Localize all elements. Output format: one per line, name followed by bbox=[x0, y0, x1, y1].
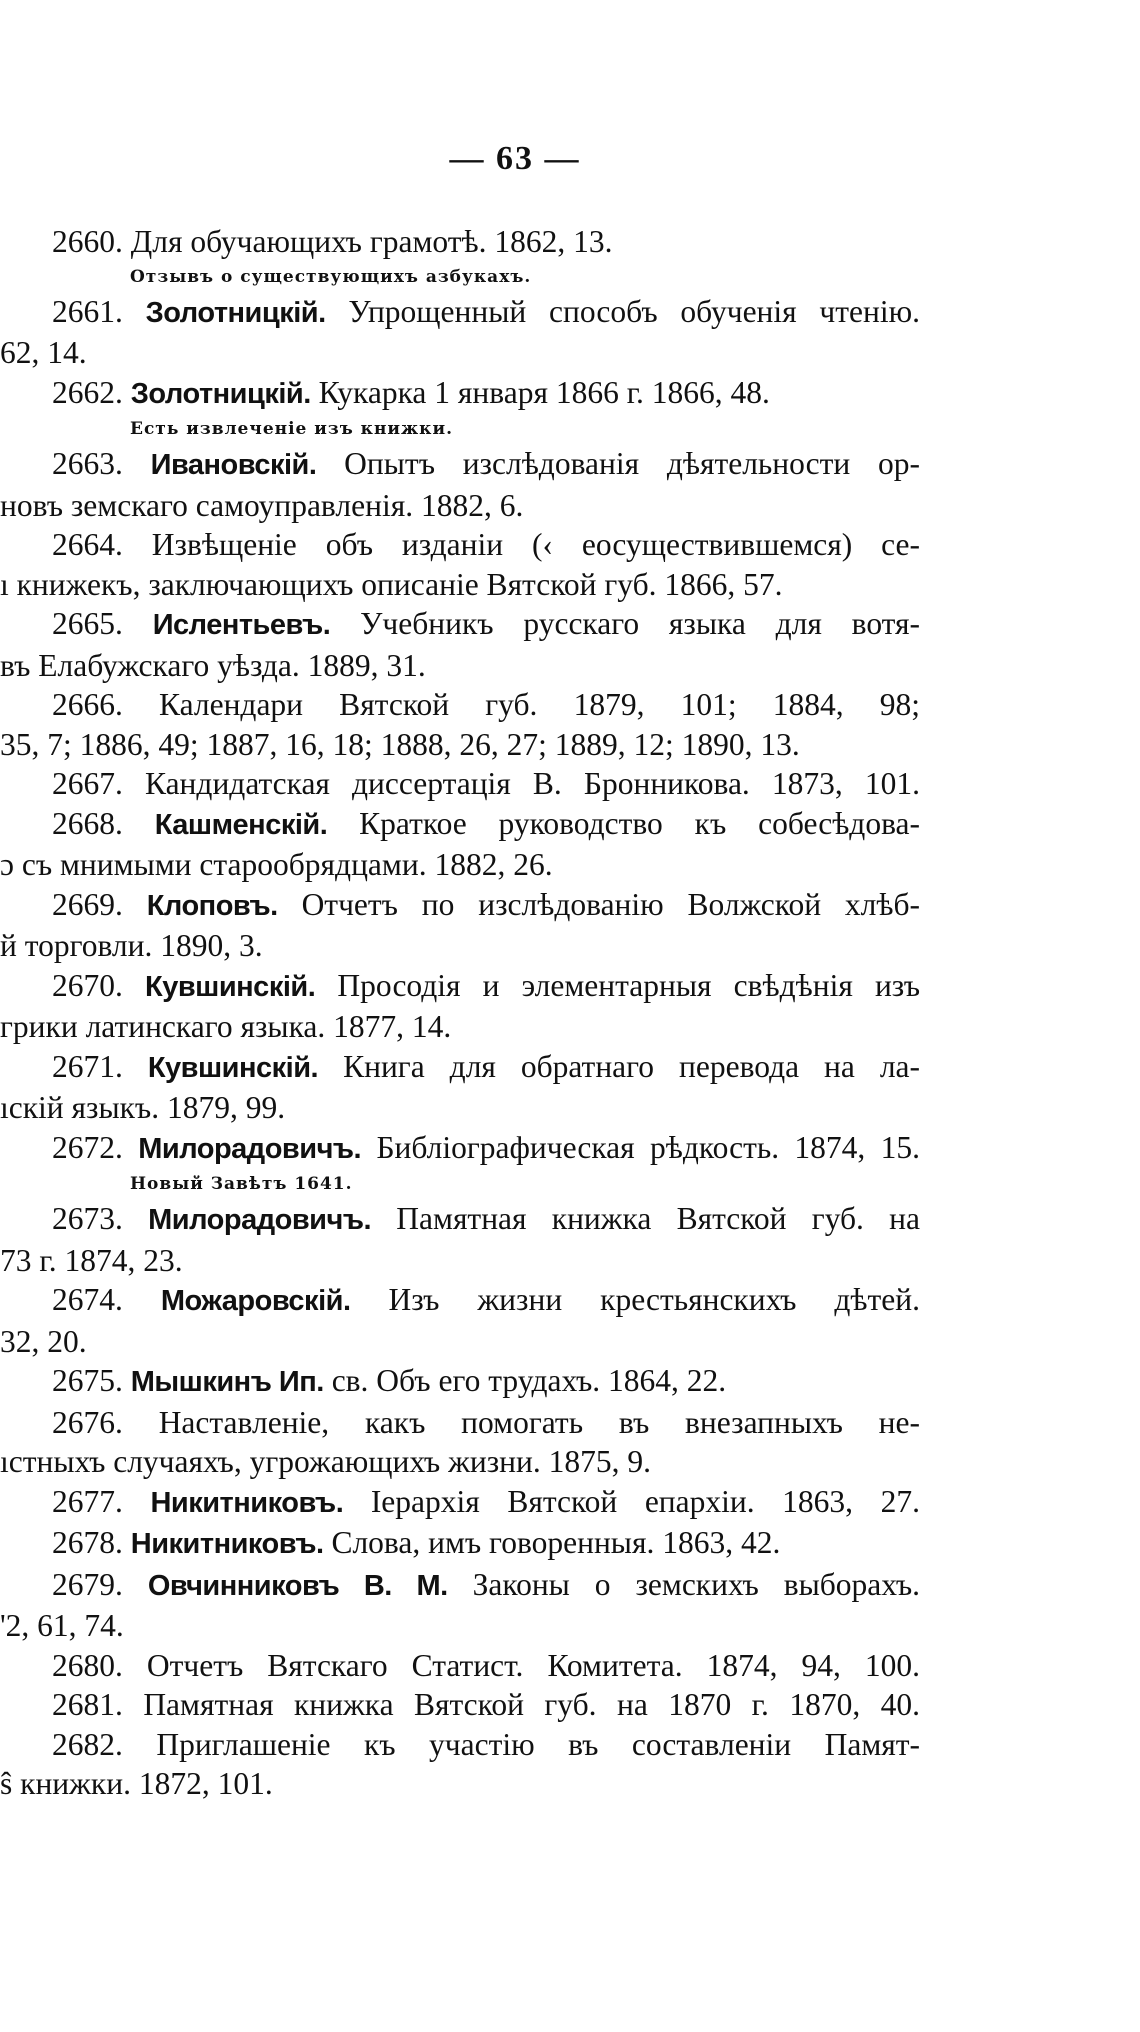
entry-2662 bbox=[0, 373, 920, 445]
entry-2664 bbox=[0, 525, 920, 604]
entry-number: 2670. bbox=[52, 967, 123, 1003]
entry-continuation: ŝ книжки. 1872, 101. bbox=[0, 1766, 273, 1801]
entry-continuation: новъ земскаго самоуправленія. 1882, 6. bbox=[0, 487, 524, 523]
entry-2675 bbox=[0, 1361, 920, 1403]
entry-text: Памятная книжка Вятской губ. на 1870 г. 1870, 40. bbox=[143, 1687, 920, 1722]
entry-continuation: 35, 7; 1886, 49; 1887, 16, 18; 1888, 26, 27; 1889, 12; 1890, 13. bbox=[0, 726, 800, 762]
entry-continuation: ı книжекъ, заключающихъ описаніе Вятской губ. 1866, 57. bbox=[0, 566, 783, 602]
entry-number: 2675. bbox=[52, 1363, 123, 1398]
entry-2674 bbox=[0, 1280, 920, 1361]
entry-author: Кувшинскій. bbox=[145, 970, 316, 1003]
entry-text: Библіографическая рѣдкость. 1874, 15. bbox=[376, 1129, 920, 1165]
entry-number: 2672. bbox=[52, 1129, 123, 1165]
entry-number: 2682. bbox=[52, 1726, 123, 1762]
entry-text: Памятная книжка Вятской губ. на bbox=[396, 1201, 920, 1236]
entry-2682 bbox=[0, 1725, 920, 1804]
entry-number: 2671. bbox=[52, 1048, 123, 1084]
entry-number: 2665. bbox=[52, 606, 123, 641]
entry-author: Милорадовичъ. bbox=[138, 1132, 362, 1165]
entry-text: Извѣщеніе объ изданіи (‹ eосуществившемся) се- bbox=[151, 527, 920, 562]
entry-2679 bbox=[0, 1565, 920, 1646]
page-number: — 63 — bbox=[449, 140, 581, 177]
entry-2670 bbox=[0, 966, 920, 1047]
entry-text: Календари Вятской губ. 1879, 101; 1884, 98; bbox=[159, 687, 920, 722]
entry-author: Мышкинъ Ип. bbox=[130, 1366, 324, 1398]
entry-text: Приглашеніе къ участію въ составленіи Памят- bbox=[156, 1726, 920, 1762]
entry-text: Для обучающихъ грамотѣ. 1862, 13. bbox=[130, 224, 613, 259]
entry-number: 2667. bbox=[52, 766, 123, 801]
entry-author: Клоповъ. bbox=[146, 889, 278, 922]
entry-2667 bbox=[0, 764, 920, 804]
entry-2671 bbox=[0, 1047, 920, 1128]
entry-number: 2678. bbox=[52, 1525, 123, 1560]
entry-continuation: ıскій языкъ. 1879, 99. bbox=[0, 1090, 286, 1125]
entry-author: Ивановскій. bbox=[150, 449, 317, 481]
entry-2668 bbox=[0, 804, 920, 885]
entry-number: 2676. bbox=[52, 1404, 123, 1440]
entry-author: Никитниковъ. bbox=[130, 1528, 324, 1560]
entry-continuation: '2, 61, 74. bbox=[0, 1608, 124, 1643]
entry-author: Милорадовичъ. bbox=[148, 1204, 372, 1236]
entry-2661 bbox=[0, 292, 920, 373]
entry-author: Никитниковъ. bbox=[150, 1486, 344, 1519]
entry-2660 bbox=[0, 222, 920, 292]
entry-2680 bbox=[0, 1646, 920, 1686]
bibliography-list bbox=[0, 222, 920, 1804]
entry-continuation: грики латинскаго языка. 1877, 14. bbox=[0, 1009, 452, 1044]
entry-2678 bbox=[0, 1523, 920, 1565]
entry-2669 bbox=[0, 885, 920, 966]
entry-text: Слова, имъ говоренныя. 1863, 42. bbox=[331, 1525, 781, 1560]
entry-text: Опытъ изслѣдованія дѣятельности ор- bbox=[344, 446, 920, 481]
entry-number: 2662. bbox=[52, 374, 123, 410]
entry-2672 bbox=[0, 1128, 920, 1200]
entry-author: Кувшинскій. bbox=[147, 1051, 319, 1084]
entry-text: Законы о земскихъ выборахъ. bbox=[472, 1566, 920, 1602]
entry-text: Учебникъ русскаго языка для вотя- bbox=[360, 606, 920, 641]
entry-2677 bbox=[0, 1482, 920, 1524]
entry-text: Іерархія Вятской епархіи. 1863, 27. bbox=[370, 1483, 920, 1519]
entry-number: 2677. bbox=[52, 1483, 123, 1519]
entry-number: 2673. bbox=[52, 1201, 123, 1236]
entry-note: Новый Завѣтъ 1641. bbox=[130, 1174, 353, 1194]
entry-continuation: 32, 20. bbox=[0, 1323, 87, 1359]
entry-text: Книга для обратнаго перевода на ла- bbox=[343, 1048, 920, 1084]
entry-text: Просодія и элементарныя свѣдѣнія изъ bbox=[337, 967, 920, 1003]
entry-author: Кашменскій. bbox=[154, 808, 328, 841]
entry-continuation: ıстныхъ случаяхъ, угрожающихъ жизни. 1875, 9. bbox=[0, 1444, 651, 1479]
entry-note: Отзывъ о существующихъ азбукахъ. bbox=[130, 266, 532, 287]
entry-number: 2663. bbox=[52, 446, 123, 481]
entry-2681 bbox=[0, 1685, 920, 1725]
entry-number: 2669. bbox=[52, 886, 123, 922]
entry-note: Есть извлеченіе изъ книжки. bbox=[130, 419, 453, 439]
entry-continuation: й торговли. 1890, 3. bbox=[0, 928, 263, 963]
entry-number: 2660. bbox=[52, 224, 123, 259]
entry-author: Золотницкій. bbox=[130, 377, 311, 410]
entry-author: Ислентьевъ. bbox=[152, 609, 331, 641]
entry-continuation: въ Елабужскаго уѣзда. 1889, 31. bbox=[0, 647, 426, 683]
entry-2676 bbox=[0, 1403, 920, 1482]
entry-number: 2666. bbox=[52, 687, 123, 722]
entry-number: 2668. bbox=[52, 805, 123, 841]
entry-text: Изъ жизни крестьянскихъ дѣтей. bbox=[388, 1282, 920, 1317]
entry-author: Золотницкій. bbox=[145, 296, 326, 329]
entry-continuation: ɔ съ мнимыми старообрядцами. 1882, 26. bbox=[0, 847, 553, 882]
entry-continuation: 73 г. 1874, 23. bbox=[0, 1242, 183, 1278]
entry-text: Упрощенный способъ обученія чтенію. bbox=[348, 293, 920, 329]
entry-2666 bbox=[0, 685, 920, 764]
entry-text: Краткое руководство къ собесѣдова- bbox=[359, 805, 920, 841]
entry-2673 bbox=[0, 1199, 920, 1280]
entry-author: Овчинниковъ В. М. bbox=[147, 1569, 448, 1602]
entry-continuation: 62, 14. bbox=[0, 335, 87, 370]
entry-number: 2681. bbox=[52, 1687, 123, 1722]
entry-text: Отчетъ по изслѣдованію Волжской хлѣб- bbox=[301, 886, 920, 922]
entry-number: 2679. bbox=[52, 1566, 123, 1602]
entry-text: Кандидатская диссертація В. Бронникова. 1873, 101. bbox=[144, 766, 920, 801]
entry-text: Отчетъ Вятскаго Статист. Комитета. 1874, 94, 100. bbox=[146, 1647, 920, 1683]
entry-number: 2661. bbox=[52, 293, 123, 329]
entry-number: 2664. bbox=[52, 527, 123, 562]
entry-text: св. Объ его трудахъ. 1864, 22. bbox=[331, 1363, 727, 1398]
entry-2665 bbox=[0, 604, 920, 685]
entry-number: 2674. bbox=[52, 1282, 123, 1317]
entry-text: Кукарка 1 января 1866 г. 1866, 48. bbox=[318, 374, 770, 410]
entry-2663 bbox=[0, 444, 920, 525]
entry-number: 2680. bbox=[52, 1647, 123, 1683]
entry-author: Можаровскій. bbox=[160, 1285, 351, 1317]
entry-text: Наставленіе, какъ помогать въ внезапныхъ не- bbox=[158, 1404, 920, 1440]
